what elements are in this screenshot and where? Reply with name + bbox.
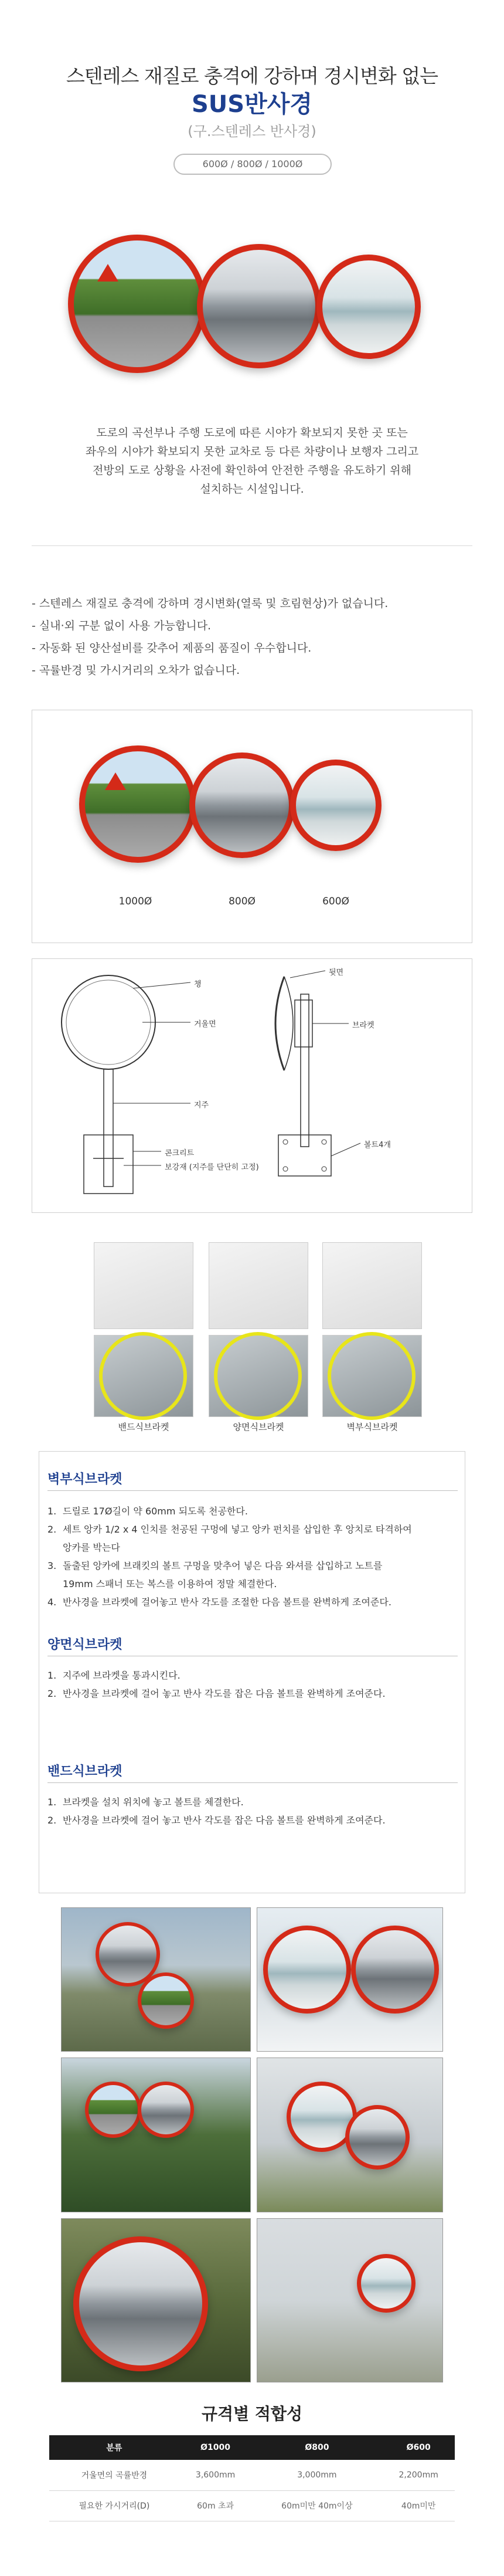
step: 1. 브라켓을 설치 위치에 놓고 볼트를 체결한다. <box>47 1797 244 1808</box>
step: 1. 지주에 브라켓을 통과시킨다. <box>47 1670 181 1681</box>
table-header: 분류 <box>49 2435 179 2460</box>
install-photo-4 <box>257 2058 443 2212</box>
install-photo-6 <box>257 2218 443 2382</box>
band-bracket-detail <box>94 1335 193 1417</box>
band-bracket-caption: 밴드식브라켓 <box>118 1422 169 1432</box>
installation-instructions <box>39 1451 465 1893</box>
table-header: Ø600 <box>382 2435 455 2460</box>
table-cell: 3,600mm <box>179 2460 252 2490</box>
label-bolts: 볼트4개 <box>364 1141 391 1150</box>
install-photo-2 <box>257 1907 443 2052</box>
size-label-1000: 1000Ø <box>118 896 152 907</box>
product-subtitle: (구.스텐레스 반사경) <box>188 123 316 140</box>
table-header-row <box>49 2435 455 2460</box>
label-pole: 지주 <box>194 1101 209 1110</box>
label-mirror-surface: 거울면 <box>194 1020 216 1029</box>
install-photo-1 <box>61 1907 251 2052</box>
description-line: 전방의 도로 상황을 사전에 확인하여 안전한 주행을 유도하기 위해 <box>93 464 411 477</box>
installation-diagram <box>32 958 472 1213</box>
band-bracket-steps <box>47 1793 452 1829</box>
description-line: 도로의 곡선부나 주행 도로에 따른 시야가 확보되지 못한 곳 또는 <box>96 426 408 439</box>
install-photo-3 <box>61 2058 251 2212</box>
double-bracket-detail <box>209 1335 308 1417</box>
table-row <box>49 2460 455 2490</box>
feature-item: - 스텐레스 재질로 충격에 강하며 경시변화(열룩 및 흐림현상)가 없습니다. <box>32 597 389 610</box>
mirror-800-photo <box>197 244 321 368</box>
mirror-600-image <box>290 760 382 851</box>
table-cell: 거울면의 곡률반경 <box>49 2460 179 2490</box>
size-label-600: 600Ø <box>322 896 349 907</box>
size-comparison-box <box>32 710 472 943</box>
bracket-photos <box>94 1242 422 1436</box>
size-pill: 600Ø / 800Ø / 1000Ø <box>173 154 332 175</box>
label-frame: 챙 <box>194 980 202 989</box>
step: 2. 세트 앙카 1/2 x 4 인치를 천공된 구멍에 넣고 앙카 펀치를 삽입한 후 앙치로 타격하여 <box>47 1524 412 1535</box>
double-bracket-steps <box>47 1666 452 1703</box>
label-concrete: 콘크리트 <box>165 1149 195 1158</box>
step: 1. 드릴로 17Ø길이 약 60mm 되도록 천공한다. <box>47 1506 248 1517</box>
step-continuation: 19mm 스패너 또는 복스를 이용하여 정말 체결한다. <box>63 1578 277 1589</box>
description-line: 설치하는 시설입니다. <box>200 483 304 496</box>
table-cell: 40m미만 <box>382 2490 455 2521</box>
divider <box>32 545 472 546</box>
hero-mirrors <box>0 223 504 381</box>
mirror-800-image <box>189 753 295 858</box>
mirror-600-photo <box>316 255 421 359</box>
label-back: 뒷면 <box>329 968 344 977</box>
table-header: Ø800 <box>251 2435 382 2460</box>
double-bracket-heading: 양면식브라켓 <box>47 1638 122 1652</box>
step-continuation: 앙카를 박는다 <box>63 1542 120 1553</box>
table-header: Ø1000 <box>179 2435 252 2460</box>
label-bracket: 브라켓 <box>352 1021 374 1030</box>
feature-item: - 자동화 된 양산설비를 갖추어 제품의 품질이 우수합니다. <box>32 642 312 655</box>
heading-underline <box>47 1782 458 1783</box>
product-title: SUS반사경 <box>191 91 313 118</box>
label-reinforcement: 보강재 (지주를 단단히 고정) <box>165 1163 259 1172</box>
wall-bracket-detail <box>322 1335 422 1417</box>
wall-bracket-caption: 벽부식브라켓 <box>346 1422 398 1432</box>
wall-bracket-heading: 벽부식브라켓 <box>47 1472 122 1487</box>
mirror-1000-photo <box>68 235 206 373</box>
double-bracket-photo <box>209 1242 308 1329</box>
feature-list <box>32 592 477 682</box>
spec-table-title: 규격별 적합성 <box>201 2404 303 2424</box>
size-label-800: 800Ø <box>229 896 256 907</box>
feature-item: - 곡률반경 및 가시거리의 오차가 없습니다. <box>32 664 240 677</box>
table-cell: 2,200mm <box>382 2460 455 2490</box>
table-cell: 60m 초과 <box>179 2490 252 2521</box>
table-cell: 60m미만 40m이상 <box>251 2490 382 2521</box>
product-description <box>41 423 463 499</box>
table-row <box>49 2490 455 2521</box>
step: 3. 돌출된 앙카에 브래킷의 볼트 구멍을 맞추어 넣은 다음 와셔를 삽입하고 노트를 <box>47 1560 383 1571</box>
feature-item: - 실내·외 구분 없이 사용 가능합니다. <box>32 619 212 632</box>
wall-bracket-steps <box>47 1502 452 1611</box>
wall-bracket-photo <box>322 1242 422 1329</box>
table-cell: 3,000mm <box>251 2460 382 2490</box>
step: 2. 반사경을 브라켓에 걸어 놓고 반사 각도를 잡은 다음 볼트를 완벽하게 조여준다. <box>47 1815 386 1826</box>
step: 4. 반사경을 브라켓에 걸어놓고 반사 각도를 조절한 다음 볼트를 완벽하게 조여준다. <box>47 1597 391 1608</box>
band-bracket-photo <box>94 1242 193 1329</box>
mirror-1000-image <box>79 745 196 863</box>
band-bracket-heading: 밴드식브라켓 <box>47 1764 122 1779</box>
description-line: 좌우의 시야가 확보되지 못한 교차로 등 다른 차량이나 보행자 그리고 <box>85 445 419 458</box>
step: 2. 반사경을 브라켓에 걸어 놓고 반사 각도를 잡은 다음 볼트를 완벽하게 조여준다. <box>47 1688 386 1699</box>
installation-photo-grid <box>61 1907 443 2382</box>
spec-table <box>49 2435 455 2521</box>
title-line-1: 스텐레스 재질로 충격에 강하며 경시변화 없는 <box>66 65 438 87</box>
install-photo-5 <box>61 2218 251 2382</box>
double-bracket-caption: 양면식브라켓 <box>233 1422 284 1432</box>
table-cell: 필요한 가시거리(D) <box>49 2490 179 2521</box>
diagram-drawing <box>32 959 473 1214</box>
heading-underline <box>47 1490 458 1491</box>
